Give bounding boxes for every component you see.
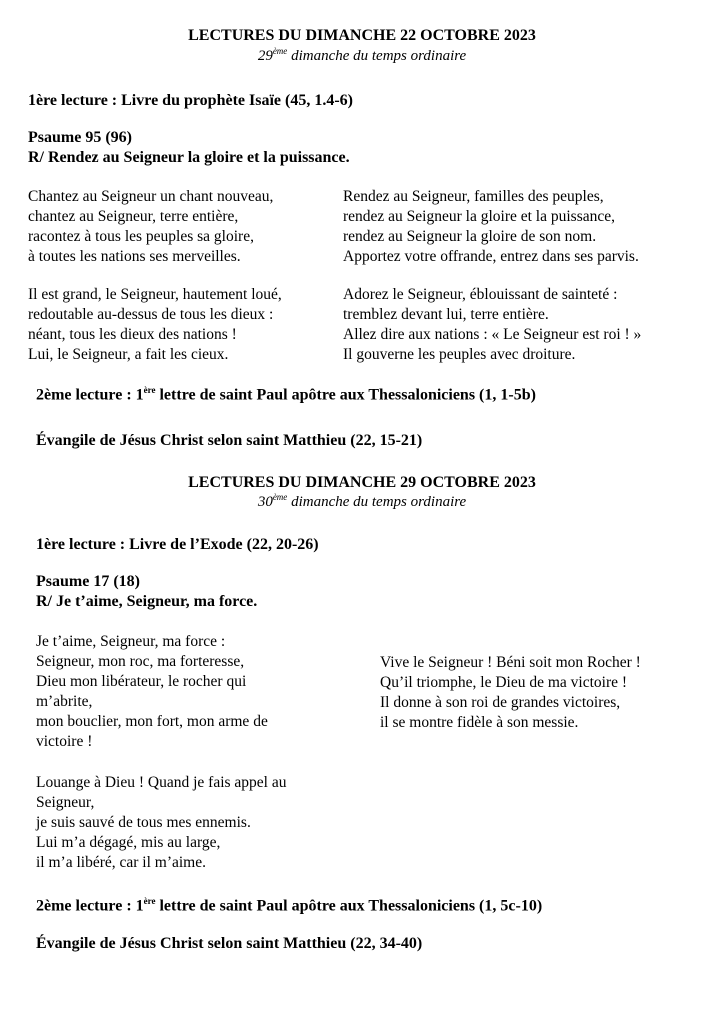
section1-first-reading: 1ère lecture : Livre du prophète Isaïe (45, 1.4-6) [28,92,353,109]
section1-gospel: Évangile de Jésus Christ selon saint Matthieu (22, 15-21) [36,432,423,449]
subtitle-superscript: ème [272,46,288,56]
verse-line: Seigneur, [36,794,95,811]
section2-stanza3 [380,653,641,733]
verse-line: Il gouverne les peuples avec droiture. [343,346,576,363]
second-reading-text: lettre de saint Paul apôtre aux Thessaloniciens (1, 5c-10) [155,897,543,915]
section1-psalm-heading: Psaume 95 (96) [28,129,132,146]
verse-line: tremblez devant lui, terre entière. [343,306,549,323]
section1-refrain: R/ Rendez au Seigneur la gloire et la puissance. [28,149,350,166]
section2-psalm-heading: Psaume 17 (18) [36,573,140,590]
verse-line: Il est grand, le Seigneur, hautement loué, [28,286,282,303]
section2-gospel: Évangile de Jésus Christ selon saint Matthieu (22, 34-40) [36,935,423,952]
verse-line: m’abrite, [36,693,93,710]
section2-refrain: R/ Je t’aime, Seigneur, ma force. [36,593,258,610]
section1-subtitle [0,46,724,65]
verse-line: victoire ! [36,733,93,750]
verse-line: Lui m’a dégagé, mis au large, [36,834,221,851]
subtitle-superscript: ème [272,492,288,502]
section1-stanza2 [343,187,639,267]
verse-line: mon bouclier, mon fort, mon arme de [36,713,268,730]
section1-stanza3 [28,285,282,365]
subtitle-number: 29 [257,48,273,64]
verse-line: Qu’il triomphe, le Dieu de ma victoire ! [380,674,628,691]
verse-line: Dieu mon libérateur, le rocher qui [36,673,247,690]
verse-line: Adorez le Seigneur, éblouissant de sainteté : [343,286,618,303]
subtitle-text: dimanche du temps ordinaire [287,494,467,510]
subtitle-number: 30 [257,494,273,510]
verse-line: Il donne à son roi de grandes victoires, [380,694,621,711]
verse-line: racontez à tous les peuples sa gloire, [28,228,254,245]
second-reading-superscript: ère [143,896,156,906]
second-reading-text: lettre de saint Paul apôtre aux Thessaloniciens (1, 1-5b) [155,386,536,404]
section2-title: LECTURES DU DIMANCHE 29 OCTOBRE 2023 [188,474,536,491]
verse-line: il se montre fidèle à son messie. [380,714,579,731]
second-reading-prefix: 2ème lecture : 1 [36,897,144,915]
verse-line: Lui, le Seigneur, a fait les cieux. [28,346,229,363]
verse-line: rendez au Seigneur la gloire et la puissance, [343,208,615,225]
verse-line: Allez dire aux nations : « Le Seigneur est roi ! » [343,326,642,343]
verse-line: Louange à Dieu ! Quand je fais appel au [36,774,287,791]
verse-line: Seigneur, mon roc, ma forteresse, [36,653,245,670]
verse-line: chantez au Seigneur, terre entière, [28,208,239,225]
subtitle-text: dimanche du temps ordinaire [287,48,467,64]
verse-line: je suis sauvé de tous mes ennemis. [36,814,251,831]
verse-line: il m’a libéré, car il m’aime. [36,854,206,871]
verse-line: Apportez votre offrande, entrez dans ses parvis. [343,248,639,265]
second-reading-prefix: 2ème lecture : 1 [36,386,144,404]
second-reading-superscript: ère [143,385,156,395]
verse-line: redoutable au-dessus de tous les dieux : [28,306,274,323]
section1-title: LECTURES DU DIMANCHE 22 OCTOBRE 2023 [188,27,536,44]
verse-line: Vive le Seigneur ! Béni soit mon Rocher ! [380,654,641,671]
verse-line: néant, tous les dieux des nations ! [28,326,237,343]
verse-line: à toutes les nations ses merveilles. [28,248,241,265]
section2-stanza2 [36,773,286,873]
section1-second-reading [36,385,536,404]
section2-first-reading: 1ère lecture : Livre de l’Exode (22, 20-26) [36,536,319,553]
section1-stanza4 [343,285,641,365]
section1-stanza1 [28,187,273,267]
verse-line: Rendez au Seigneur, familles des peuples, [343,188,604,205]
section2-subtitle [0,492,724,511]
verse-line: rendez au Seigneur la gloire de son nom. [343,228,597,245]
verse-line: Chantez au Seigneur un chant nouveau, [28,188,274,205]
verse-line: Je t’aime, Seigneur, ma force : [36,633,226,650]
section2-stanza1 [36,632,268,752]
section2-second-reading [36,896,542,915]
